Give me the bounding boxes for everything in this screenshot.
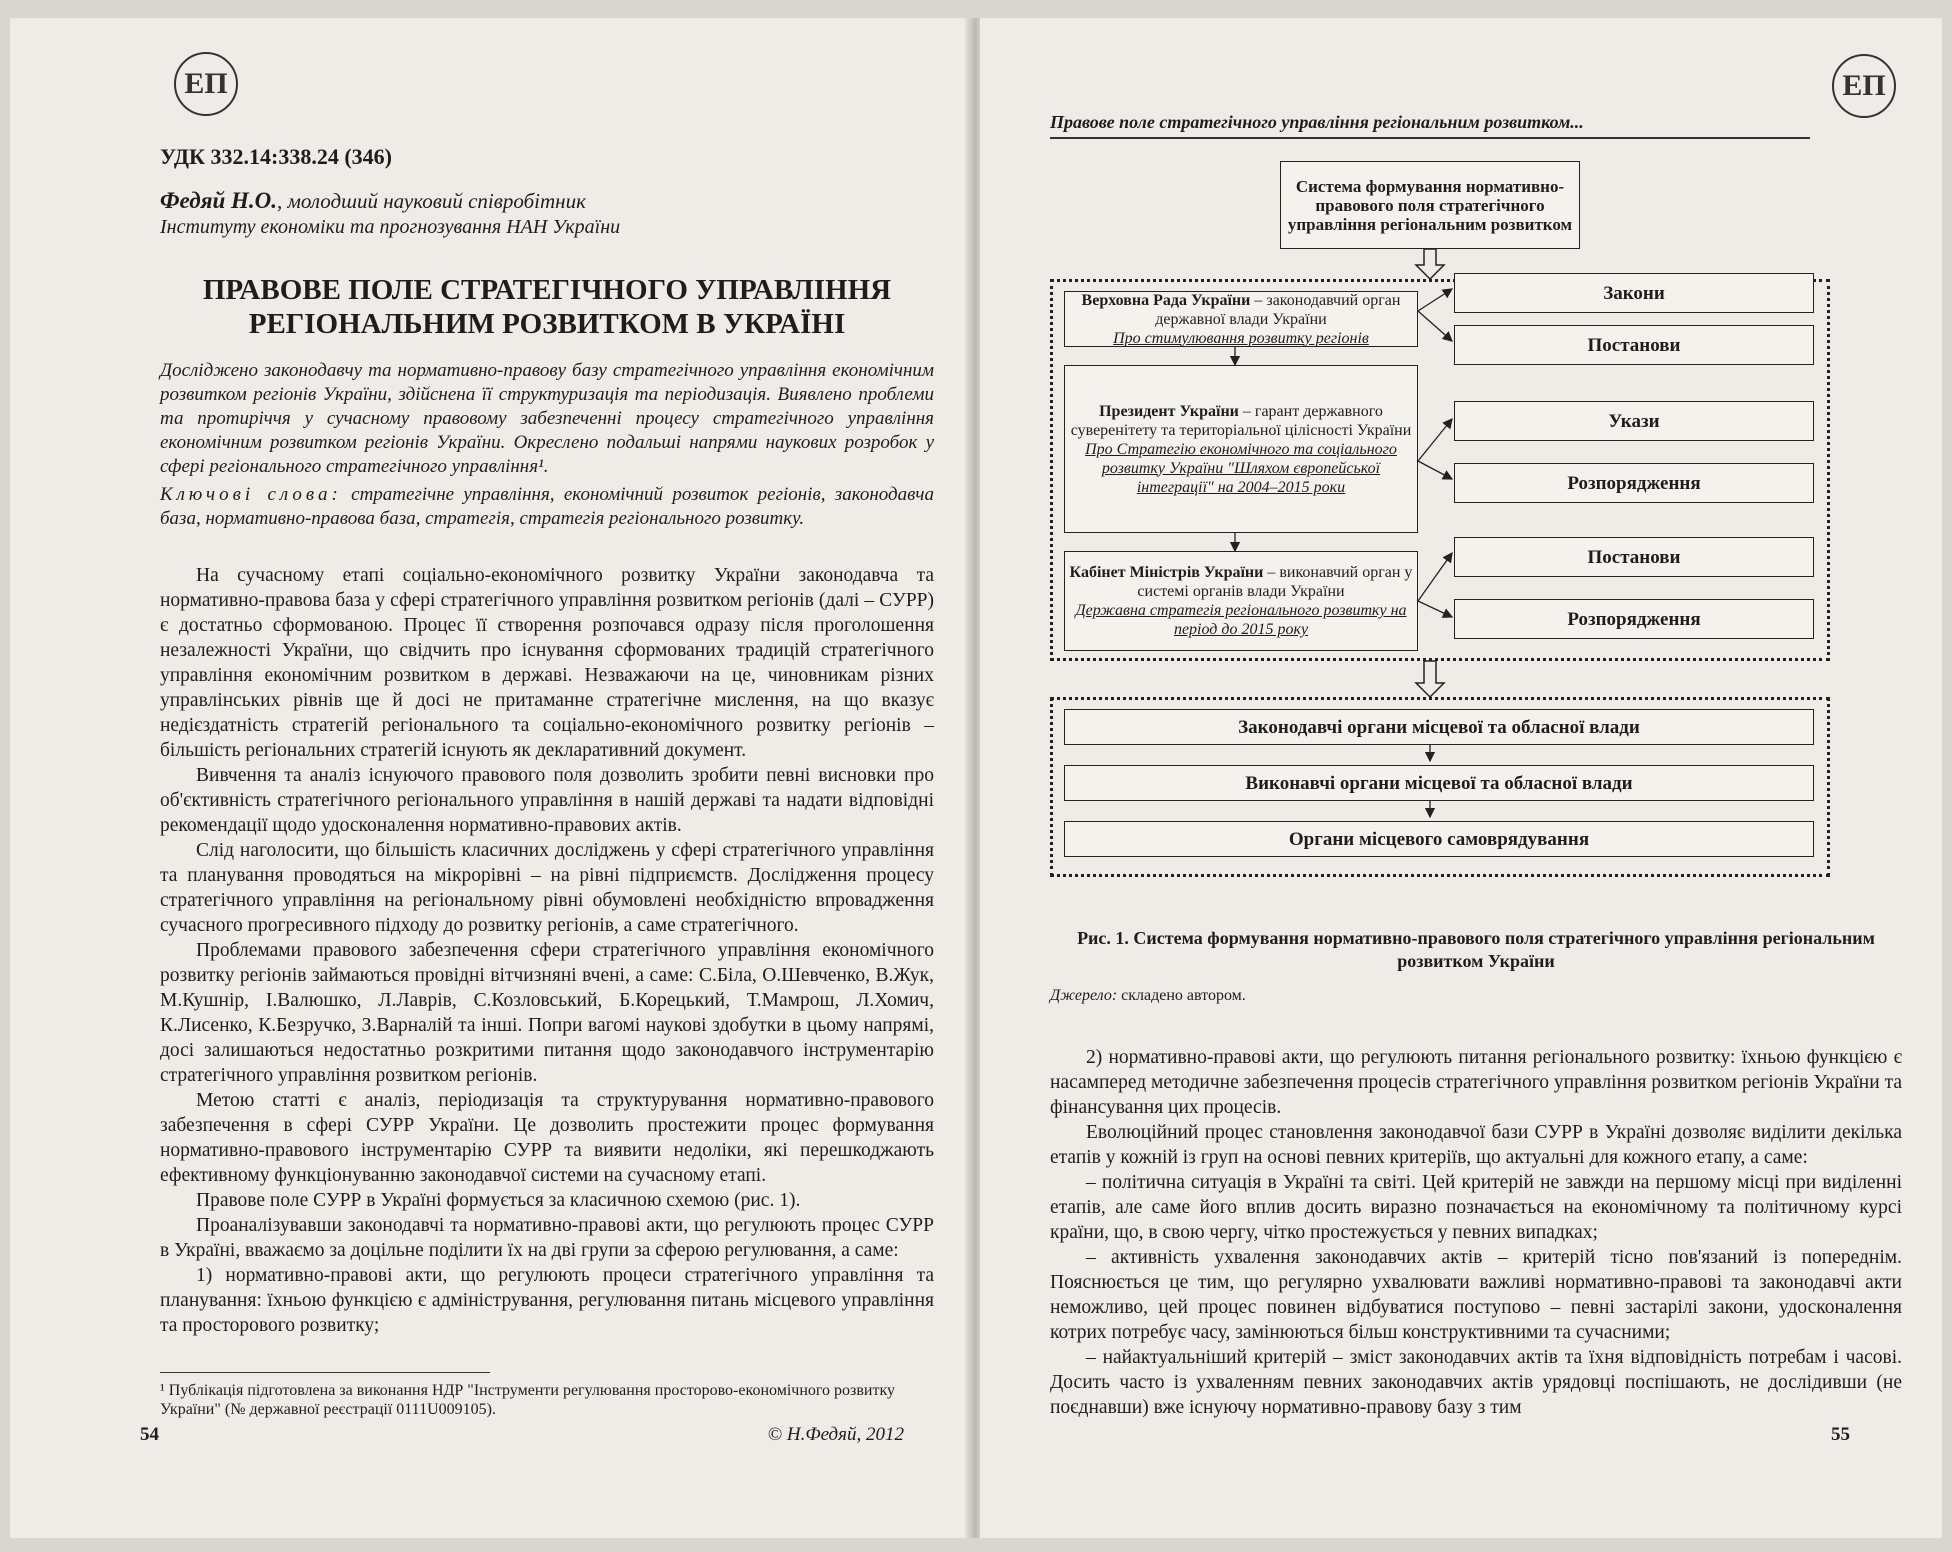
figure-caption: Рис. 1. Система формування нормативно-правового поля стратегічного управління регіональним розвитком України: [1077, 928, 1875, 971]
paragraph: Вивчення та аналіз існуючого правового поля дозволить зробити певні висновки про об'єктивність стратегічного регіонального управління в нашій державі та надати відповідні рекомендації щодо удосконалення нормативно-правових актів.: [160, 765, 934, 836]
paragraph: – політична ситуація в Україні та світі. Цей критерій не завжди на першому місці при виділенні етапів, але саме його вплив досить виразно позначається на економічному та політичному курсі країни, що, в свою чергу, чітко простежується у певних випадках;: [1050, 1172, 1902, 1243]
president-name: Президент України: [1099, 402, 1239, 420]
journal-logo: ЕП: [174, 52, 238, 116]
cabinet-role: – виконавчий орган у системі органів влади України: [1137, 564, 1413, 600]
act-box-laws: Закони: [1454, 273, 1814, 313]
president-title: [1065, 402, 1417, 440]
cabinet-box: [1064, 551, 1418, 651]
paragraph: На сучасному етапі соціально-економічного розвитку України законодавча та нормативно-правова база у сфері стратегічного управління розвитком регіонів (далі – СУРР) є достатньо сформованою. Процес її створення розпочався одразу після проголошення незалежності України, що свідчить про існування сформованих традицій стратегічного управління економічним розвитком в державі. Незважаючи на це, чиновникам різних управлінських рівнів ще й досі не притаманне стратегічне мислення, на що вказує недієздатність стратегій регіонального та соціально-економічного розвитку регіонів – більшість регіональних стратегій існують як декларативний документ.: [160, 565, 934, 761]
paragraph: Проблемами правового забезпечення сфери стратегічного управління економічного розвитку регіонів займаються провідні вітчизняні вчені, а саме: С.Біла, О.Шевченко, В.Жук, М.Кушнір, І.Валюшко, Л.Лаврів, С.Козловський, Б.Корецький, Т.Мамрош, Л.Хомич, К.Лисенко, К.Безручко, З.Варналій та інші. Попри вагомі наукові здобутки в цьому напрямі, досі залишаються недостатньо розкритими питання щодо законодавчого інструментарію стратегічного управління розвитком регіонів.: [160, 940, 934, 1086]
abstract: Досліджено законодавчу та нормативно-правову базу стратегічного управління економічним розвитком регіонів України, здійснена її структуризація та періодизація. Виявлено проблеми та протиріччя у сучасному правовому забезпеченні процесу стратегічного управління економічним розвитком регіонів України. Окреслено подальші напрями наукових розробок у сфері регіонального стратегічного управління¹.: [160, 360, 934, 477]
act-box-decrees: Укази: [1454, 401, 1814, 441]
page-number-right: 55: [1831, 1424, 1850, 1445]
cabinet-title: [1065, 563, 1417, 601]
rada-box: [1064, 291, 1418, 347]
paragraph: Проаналізувавши законодавчі та нормативно-правові акти, що регулюють процес СУРР в Україні, вважаємо за доцільне поділити їх на дві групи за сферою регулювання, а саме:: [160, 1215, 934, 1261]
udk-code: УДК 332.14:338.24 (346): [160, 144, 392, 169]
local-legislative-box: Законодавчі органи місцевої та обласної влади: [1064, 709, 1814, 745]
keywords-text: стратегічне управління, економічний розвиток регіонів, законодавча база, нормативно-правова база, стратегія, стратегія регіонального розвитку.: [160, 484, 934, 529]
article-title: ПРАВОВЕ ПОЛЕ СТРАТЕГІЧНОГО УПРАВЛІННЯ РЕГІОНАЛЬНИМ РОЗВИТКОМ В УКРАЇНІ: [202, 274, 892, 340]
paragraph: Правове поле СУРР в Україні формується за класичною схемою (рис. 1).: [196, 1190, 801, 1211]
right-page: [980, 18, 1942, 1538]
rada-name: Верховна Рада України: [1081, 291, 1251, 309]
source-text: складено автором.: [1117, 987, 1246, 1004]
left-body: [160, 563, 934, 1338]
paragraph: – найактуальніший критерій – зміст законодавчих актів та їхня відповідність потребам і часові. Досить часто із ухваленням певних законодавчих актів урядовці поспішають, не дослідивши (не поєднавши) вже існуючу нормативно-правову базу з тим: [1050, 1347, 1902, 1418]
president-doc: Про Стратегію економічного та соціального розвитку України "Шляхом європейської інтеграції" на 2004–2015 роки: [1085, 440, 1397, 496]
self-government-box: Органи місцевого самоврядування: [1064, 821, 1814, 857]
source-label: Джерело:: [1050, 987, 1118, 1004]
copyright: © Н.Федяй, 2012: [767, 1424, 904, 1445]
author-line: [160, 188, 934, 214]
journal-logo: ЕП: [1832, 54, 1896, 118]
act-box-orders-2: Розпорядження: [1454, 599, 1814, 639]
footnote: ¹ Публікація підготовлена за виконання НДР "Інструменти регулювання просторово-економічного розвитку України" (№ державної реєстрації 0111U009105).: [160, 1382, 896, 1418]
footnote-rule: [160, 1372, 490, 1373]
rada-role: – законодавчий орган державної влади України: [1155, 291, 1401, 328]
rada-doc: Про стимулювання розвитку регіонів: [1113, 329, 1369, 347]
paragraph: 2) нормативно-правові акти, що регулюють питання регіонального розвитку: їхньою функцією є насамперед методичне забезпечення процесів стратегічного управління розвитком регіонів України та фінансування цих процесів.: [1050, 1047, 1902, 1118]
keywords: [160, 483, 934, 531]
right-body: [1050, 1045, 1902, 1420]
left-page: [10, 18, 970, 1538]
keywords-label: Ключові слова:: [160, 484, 342, 505]
running-head: Правове поле стратегічного управління регіональним розвитком...: [1050, 112, 1810, 139]
president-box: [1064, 365, 1418, 533]
system-box: Система формування нормативно-правового поля стратегічного управління регіональним розвитком: [1280, 161, 1580, 249]
paragraph: Слід наголосити, що більшість класичних досліджень у сфері стратегічного управління та планування проводяться на мікрорівні – на рівні підприємств. Дослідження процесу стратегічного управління на регіональному рівні обумовлені необхідністю впровадження сучасного прогресивного підходу до розвитку регіонів, а саме стратегічного.: [160, 840, 934, 936]
figure-source: [1050, 987, 1902, 1005]
paragraph: – активність ухвалення законодавчих актів – критерій тісно пов'язаний із попереднім. Пояснюється це тим, що регулярно ухвалювати важливі нормативно-правові та законодавчі акти неможливо, цей процес повинен відбуватися поступово – певні застарілі закони, удосконалення котрих потребує часу, замінюються більш конструктивними та сучасними;: [1050, 1247, 1902, 1343]
author-role: , молодший науковий співробітник: [277, 189, 586, 213]
act-box-resolutions-2: Постанови: [1454, 537, 1814, 577]
act-box-resolutions: Постанови: [1454, 325, 1814, 365]
president-role: – гарант державного суверенітету та територіальної цілісності України: [1070, 402, 1412, 439]
act-box-orders: Розпорядження: [1454, 463, 1814, 503]
author-affiliation: Інституту економіки та прогнозування НАН України: [160, 216, 621, 238]
author-name: Федяй Н.О.: [160, 188, 277, 213]
paragraph: 1) нормативно-правові акти, що регулюють процеси стратегічного управління та планування: їхньою функцією є адміністрування, регулювання питань місцевого управління та просторового розвитку;: [160, 1265, 934, 1336]
paragraph: Метою статті є аналіз, періодизація та структурування нормативно-правового забезпечення в сфері СУРР України. Це дозволить простежити процес формування нормативно-правового інструментарію СУРР та виявити недоліки, які перешкоджають ефективному функціонуванню законодавчої системи на сучасному етапі.: [160, 1090, 934, 1186]
cabinet-doc: Державна стратегія регіонального розвитку на період до 2015 року: [1075, 602, 1407, 638]
rada-title: [1065, 291, 1417, 329]
local-executive-box: Виконавчі органи місцевої та обласної влади: [1064, 765, 1814, 801]
paragraph: Еволюційний процес становлення законодавчої бази СУРР в Україні дозволяє виділити декілька етапів у кожній із груп на основі певних критеріїв, що актуальні для кожного етапу, а саме:: [1050, 1122, 1902, 1168]
cabinet-name: Кабінет Міністрів України: [1069, 564, 1264, 581]
figure-1-diagram: [1050, 161, 1830, 921]
page-number-left: 54: [140, 1424, 159, 1445]
